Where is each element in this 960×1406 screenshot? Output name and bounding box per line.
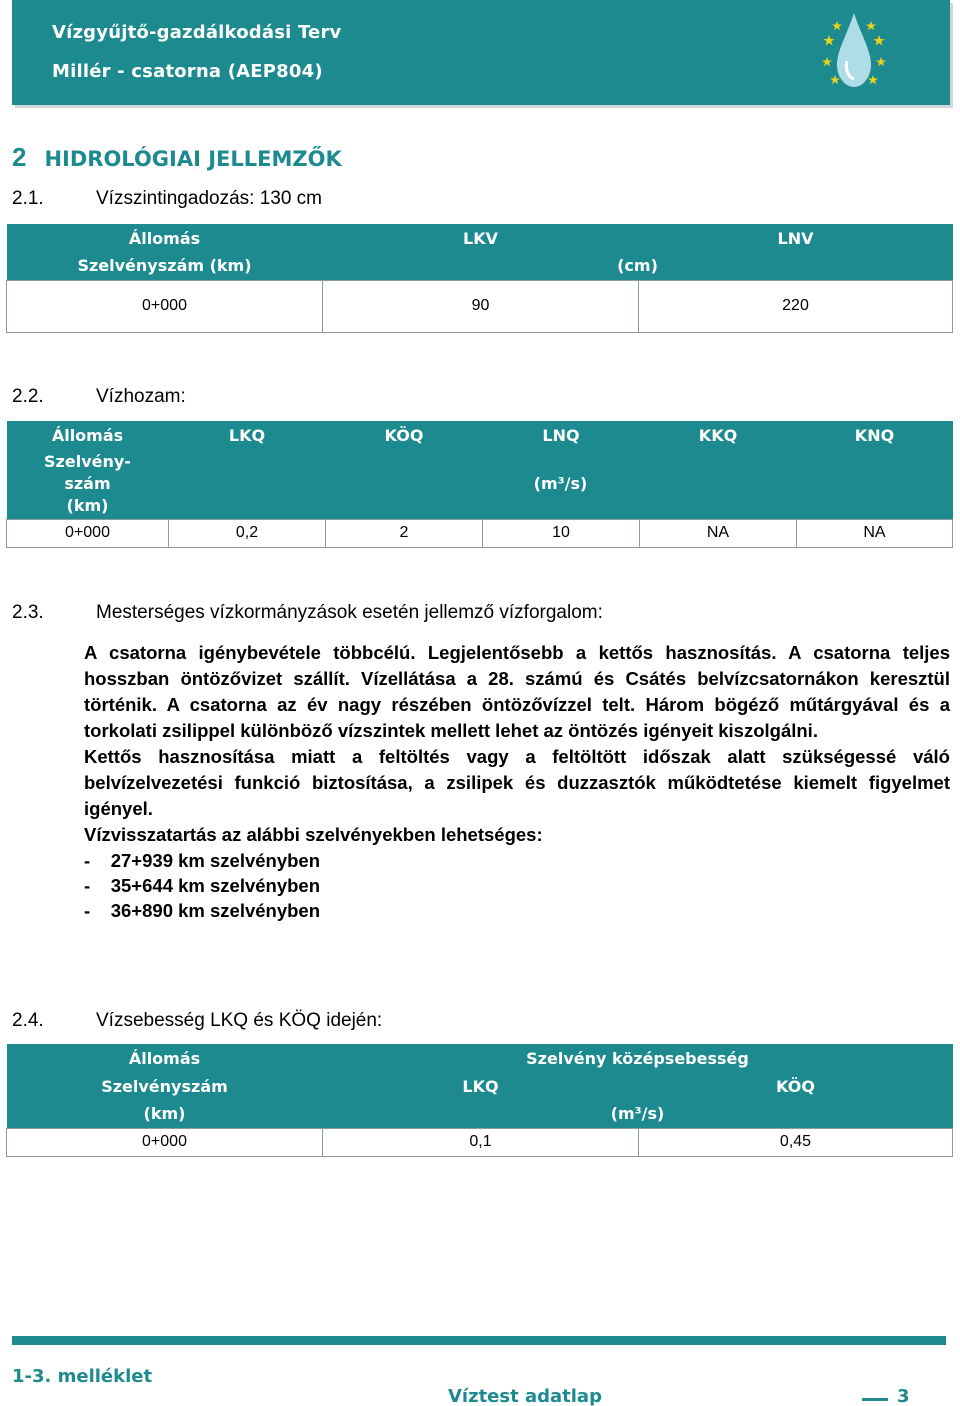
- water-drop-logo-icon: [817, 5, 892, 95]
- list-item: - 36+890 km szelvényben: [84, 900, 321, 921]
- unit-header-km: (km): [7, 1100, 323, 1128]
- header-subtitle: Millér - csatorna (AEP804): [52, 61, 323, 82]
- table-cell: 0,2: [169, 519, 326, 547]
- subsection-2-4-heading: [12, 1010, 382, 1032]
- velocity-table: [6, 1044, 953, 1157]
- list-item: - 35+644 km szelvényben: [84, 875, 321, 896]
- footer-annex-label: 1-3. melléklet: [12, 1366, 153, 1387]
- subsection-number: 2.4.: [12, 1010, 44, 1031]
- col-header-chainage: Szelvényszám: [7, 1072, 323, 1100]
- subsection-title: Mesterséges vízkormányzások esetén jellemző vízforgalom:: [96, 602, 603, 623]
- header-line: szám: [64, 473, 111, 493]
- list-item-text: 35+644 km szelvényben: [110, 875, 321, 896]
- paragraph: A csatorna igénybevétele többcélú. Legjelentősebb a kettős hasznosítás. A csatorna teljes hosszban öntözővizet szállít. Vízellátása a 28. számú és Csátés belvízcsatornákon keresztül történik. A csatorna az év nagy részében öntözővízzel telt. Három bögéző műtárgyával és a torkolati zsilippel különböző vízszintek mellett lehet az öntözés igényeit kiszolgálni.: [84, 642, 950, 741]
- subsection-number: 2.3.: [12, 602, 44, 623]
- table-cell: NA: [797, 519, 953, 547]
- footer-dash: [862, 1398, 888, 1401]
- col-header-koq: KÖQ: [326, 421, 483, 449]
- table-cell: 10: [483, 519, 640, 547]
- section-number: 2: [12, 142, 27, 172]
- page-number: 3: [897, 1386, 910, 1406]
- unit-header: (cm): [323, 252, 953, 280]
- col-header-chainage: Szelvényszám (km): [7, 252, 323, 280]
- col-header-station: Állomás: [7, 1044, 323, 1072]
- list-item-text: 27+939 km szelvényben: [110, 850, 321, 871]
- unit-header: (m³/s): [169, 449, 953, 519]
- section-title: HIDROLÓGIAI JELLEMZŐK: [44, 147, 342, 171]
- col-header-lkq: LKQ: [323, 1072, 639, 1100]
- unit-header: (m³/s): [323, 1100, 953, 1128]
- subsection-2-1-heading: [12, 188, 322, 210]
- subsection-title: Vízszintingadozás: 130 cm: [96, 188, 323, 209]
- col-header-lnq: LNQ: [483, 421, 640, 449]
- col-header-station: Állomás: [7, 224, 323, 252]
- footer-doc-title: Víztest adatlap: [448, 1386, 602, 1406]
- header-title: Vízgyűjtő-gazdálkodási Terv: [52, 22, 342, 43]
- table-cell: 90: [323, 280, 639, 332]
- footer-rule: [12, 1336, 946, 1345]
- list-item-text: 36+890 km szelvényben: [110, 900, 321, 921]
- paragraph: Kettős hasznosítása miatt a feltöltés vagy a feltöltött időszak alatt szükségessé váló belvízelvezetési funkció biztosítása, a zsilipek és duzzasztók működtetése kiemelt figyelmet igényel.: [84, 746, 950, 819]
- water-management-text: [84, 640, 950, 923]
- table-row: [7, 519, 953, 547]
- table-cell: 0,45: [639, 1128, 953, 1156]
- header-line: (km): [66, 495, 109, 515]
- subsection-number: 2.1.: [12, 188, 44, 209]
- subsection-title: Vízhozam:: [96, 386, 186, 407]
- table-row: [7, 280, 953, 332]
- col-header-koq: KÖQ: [639, 1072, 953, 1100]
- col-header-knq: KNQ: [797, 421, 953, 449]
- col-header-mean-velocity: Szelvény középsebesség: [323, 1044, 953, 1072]
- col-header-chainage: [7, 449, 169, 519]
- header-band: [12, 0, 950, 105]
- col-header-lnv: LNV: [639, 224, 953, 252]
- section-heading: [12, 142, 342, 173]
- water-level-table: [6, 224, 953, 333]
- table-cell: 0+000: [7, 280, 323, 332]
- header-line: Szelvény-: [44, 451, 131, 471]
- table-cell: 2: [326, 519, 483, 547]
- paragraph: Vízvisszatartás az alábbi szelvényekben lehetséges:: [84, 824, 543, 845]
- table-cell: 0,1: [323, 1128, 639, 1156]
- subsection-2-2-heading: [12, 386, 186, 408]
- col-header-lkq: LKQ: [169, 421, 326, 449]
- col-header-lkv: LKV: [323, 224, 639, 252]
- table-cell: 0+000: [7, 1128, 323, 1156]
- table-cell: 220: [639, 280, 953, 332]
- list-item: - 27+939 km szelvényben: [84, 850, 321, 871]
- subsection-title: Vízsebesség LKQ és KÖQ idején:: [96, 1010, 383, 1031]
- table-row: [7, 1128, 953, 1156]
- subsection-2-3-heading: [12, 602, 603, 624]
- table-cell: NA: [640, 519, 797, 547]
- col-header-kkq: KKQ: [640, 421, 797, 449]
- discharge-table: [6, 421, 953, 548]
- table-cell: 0+000: [7, 519, 169, 547]
- subsection-number: 2.2.: [12, 386, 44, 407]
- col-header-station: Állomás: [7, 421, 169, 449]
